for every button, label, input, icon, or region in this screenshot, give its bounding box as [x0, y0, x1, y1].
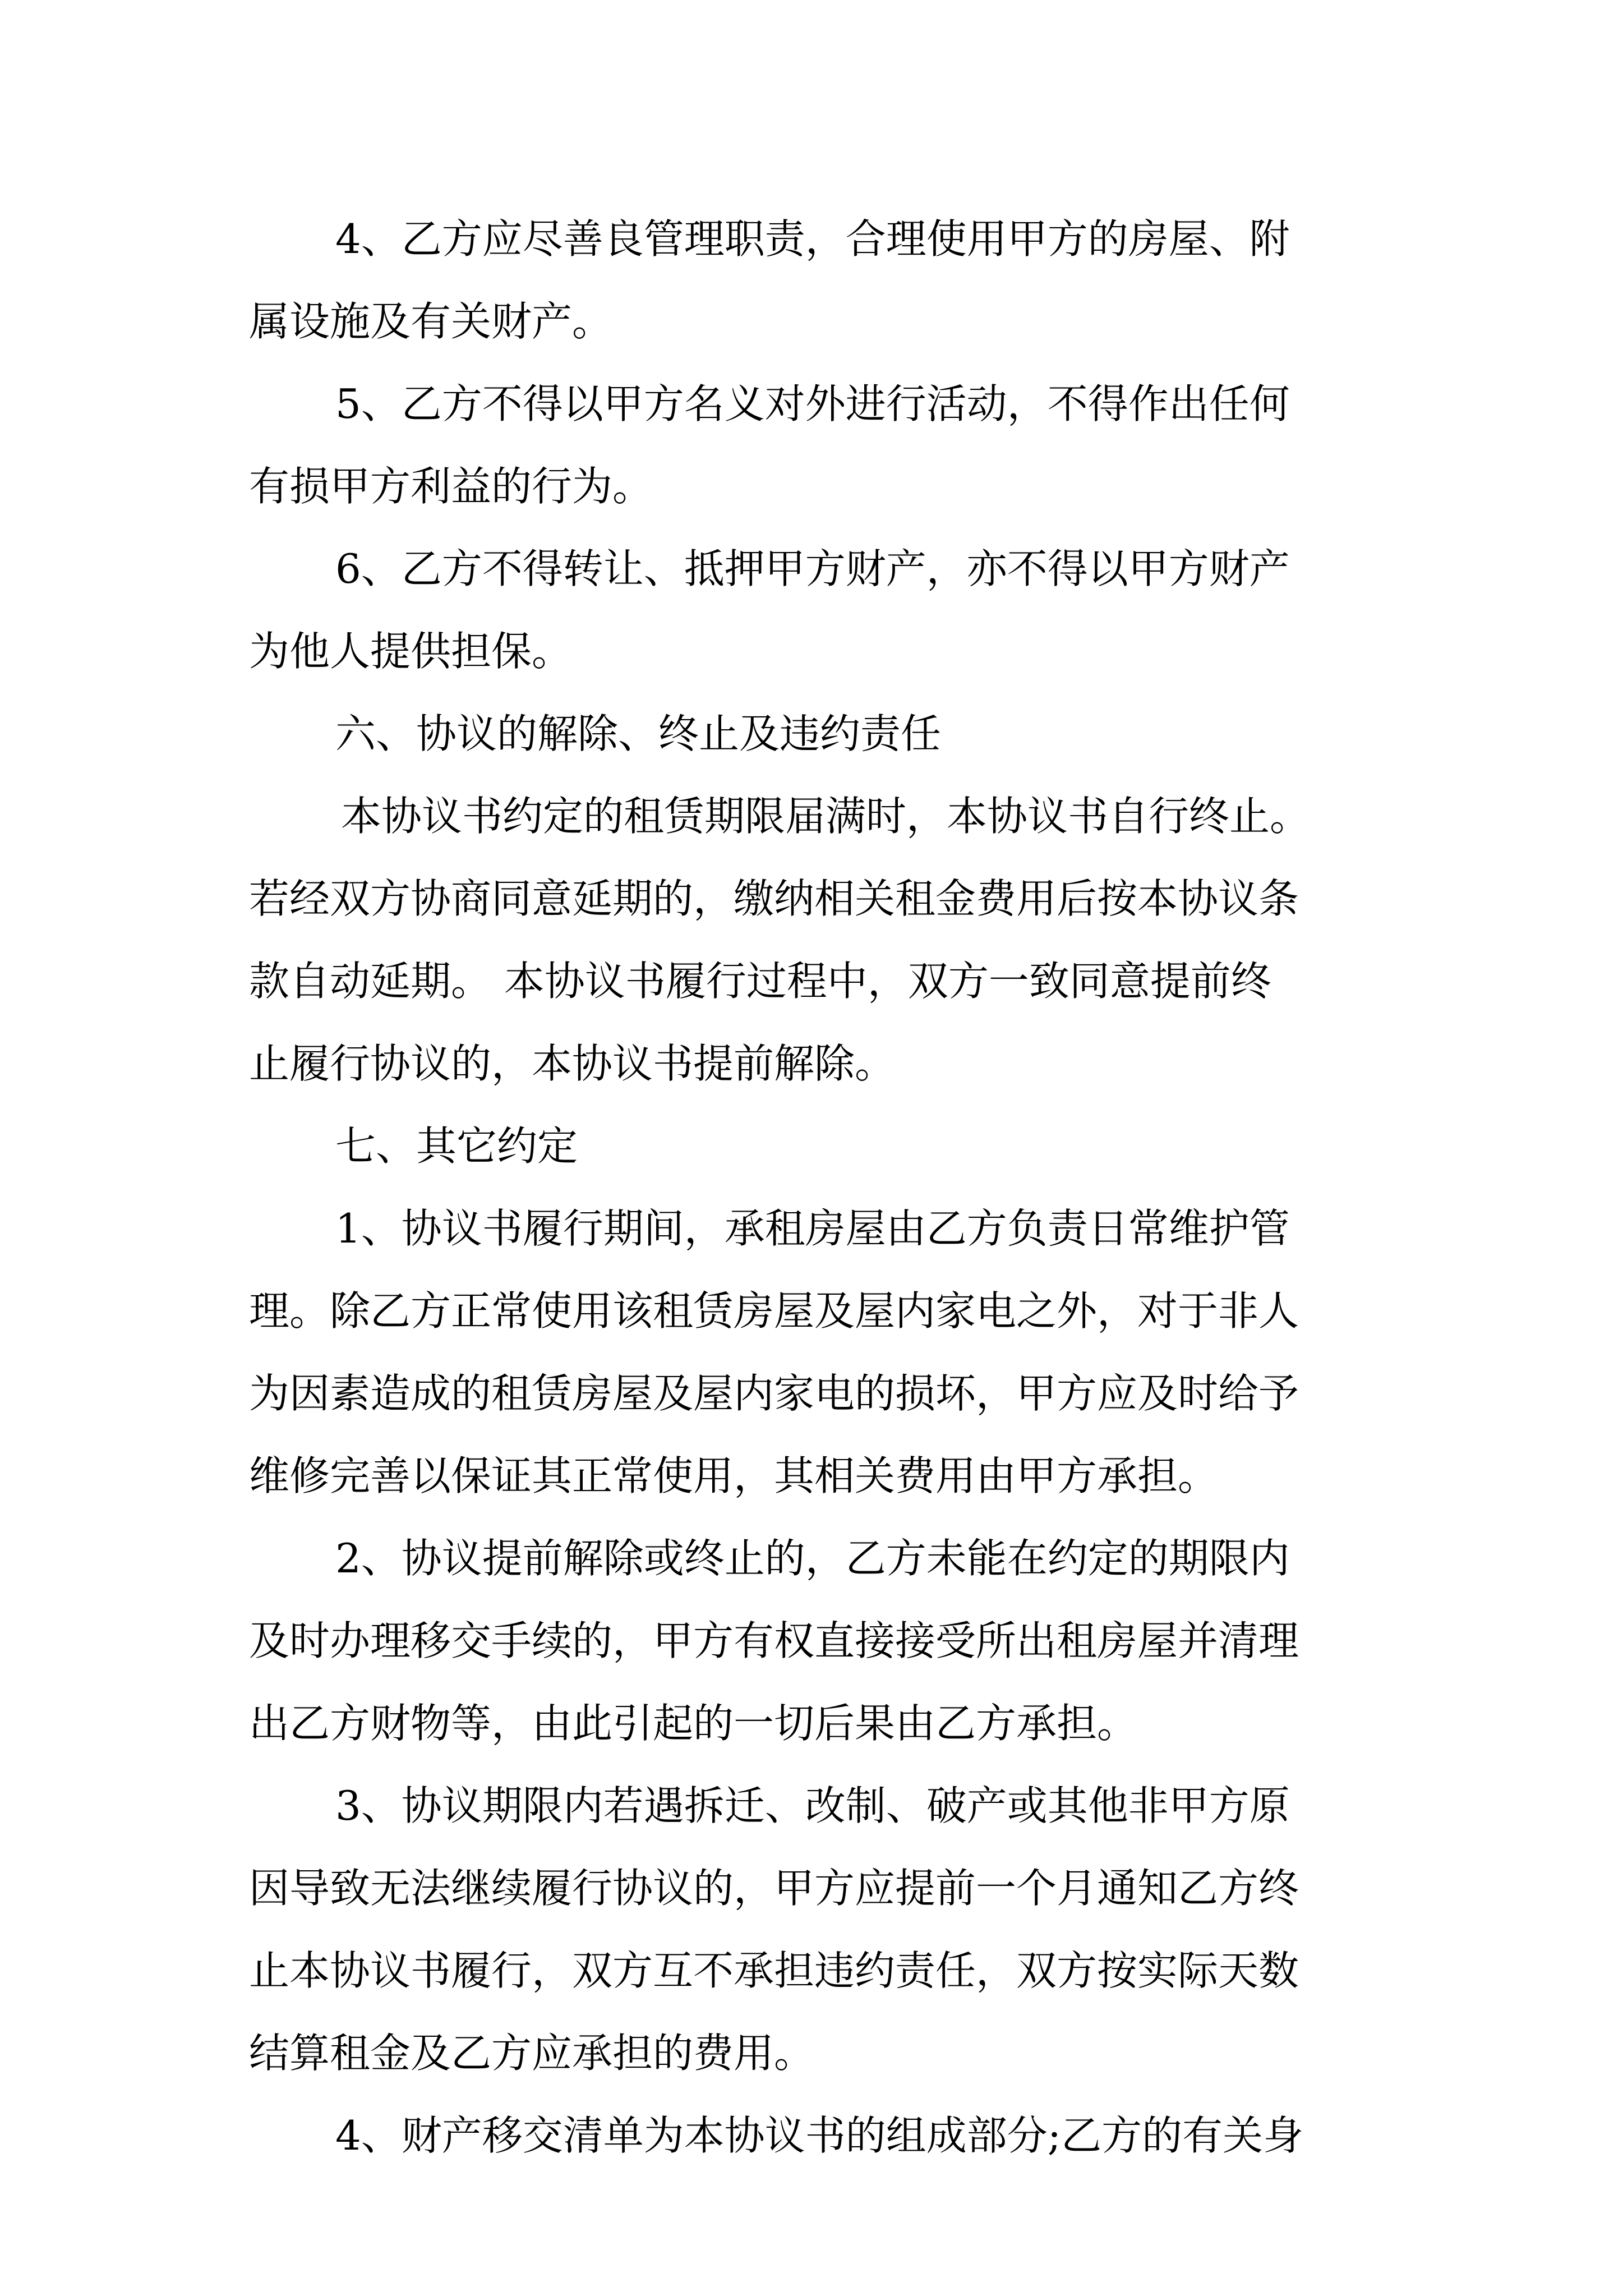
text-line: 属设施及有关财产。 [249, 298, 613, 345]
text-line: 为他人提供担保。 [249, 628, 573, 675]
text-line: 理。除乙方正常使用该租赁房屋及屋内家电之外，对于非人 [249, 1287, 1299, 1335]
text-line: 止本协议书履行，双方互不承担违约责任，双方按实际天数 [249, 1947, 1299, 1994]
text-line: 结算租金及乙方应承担的费用。 [249, 2030, 815, 2077]
text-line: 为因素造成的租赁房屋及屋内家电的损坏，甲方应及时给予 [249, 1370, 1299, 1417]
text-line: 6、乙方不得转让、抵押甲方财产，亦不得以甲方财产 [335, 545, 1290, 592]
text-line: 3、协议期限内若遇拆迁、改制、破产或其他非甲方原 [335, 1782, 1290, 1829]
text-line: 本协议书约定的租赁期限届满时，本协议书自行终止。 [341, 793, 1311, 840]
text-line: 5、乙方不得以甲方名义对外进行活动，不得作出任何 [335, 380, 1290, 427]
text-line: 维修完善以保证其正常使用，其相关费用由甲方承担。 [249, 1452, 1219, 1499]
text-line: 有损甲方利益的行为。 [249, 463, 653, 510]
text-line: 4、财产移交清单为本协议书的组成部分;乙方的有关身 [335, 2112, 1304, 2159]
text-line: 款自动延期。 本协议书履行过程中，双方一致同意提前终 [249, 958, 1271, 1005]
text-line: 4、乙方应尽善良管理职责，合理使用甲方的房屋、附 [335, 215, 1290, 263]
text-line: 1、协议书履行期间，承租房屋由乙方负责日常维护管 [335, 1205, 1290, 1252]
section-heading: 六、协议的解除、终止及违约责任 [335, 710, 942, 757]
text-line: 及时办理移交手续的，甲方有权直接接受所出租房屋并清理 [249, 1617, 1299, 1664]
section-heading: 七、其它约定 [335, 1122, 578, 1170]
text-line: 若经双方协商同意延期的，缴纳相关租金费用后按本协议条 [249, 875, 1299, 922]
text-line: 出乙方财物等，由此引起的一切后果由乙方承担。 [249, 1700, 1138, 1747]
text-line: 因导致无法继续履行协议的，甲方应提前一个月通知乙方终 [249, 1865, 1299, 1912]
text-line: 止履行协议的，本协议书提前解除。 [249, 1040, 896, 1087]
text-line: 2、协议提前解除或终止的，乙方未能在约定的期限内 [335, 1535, 1290, 1582]
